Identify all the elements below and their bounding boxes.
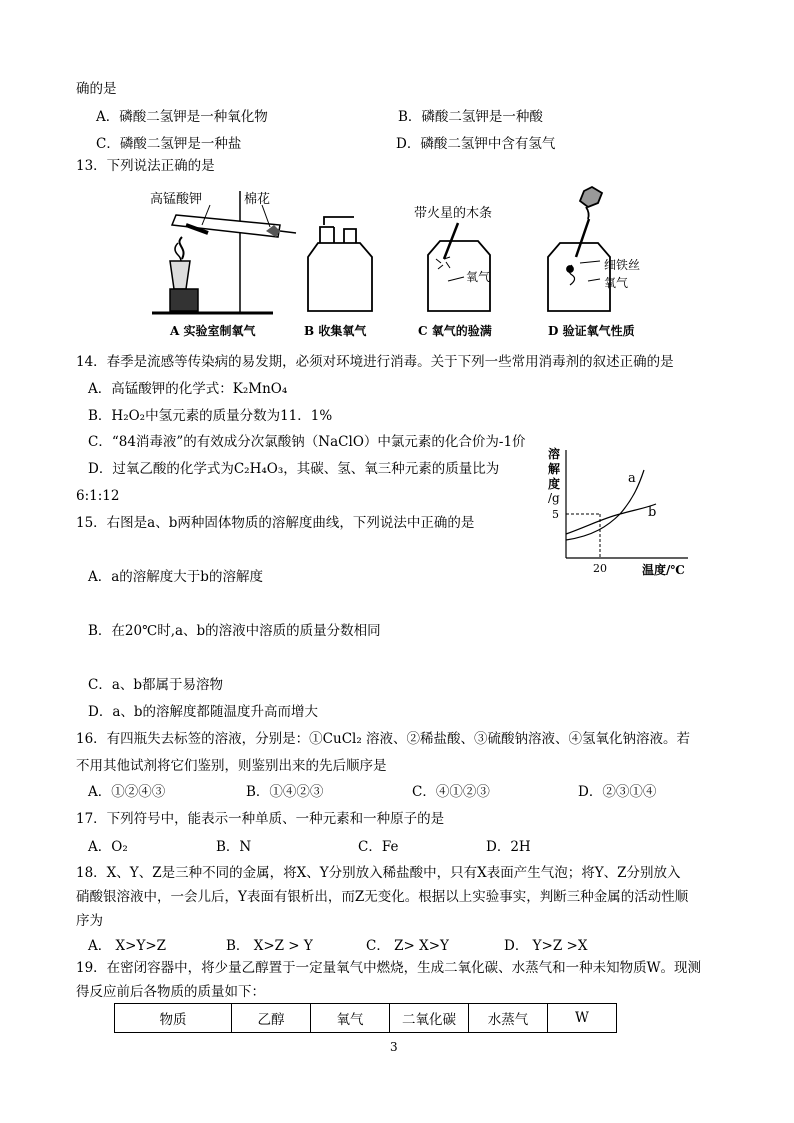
q18-option-c: C． Z> X>Y [366,938,449,954]
ytick-5: 5 [552,508,559,521]
q14-option-c: C．“84消毒液”的有效成分次氯酸钠（NaClO）中氯元素的化合价为-1价 [88,434,526,450]
apparatus-a-drawing [152,191,296,313]
label-kmno4: 高锰酸钾 [150,192,203,207]
q17-option-a: A．O₂ [88,839,128,855]
q17-stem: 17．下列符号中，能表示一种单质、一种元素和一种原子的是 [76,811,445,827]
q17-option-c: C．Fe [358,839,399,855]
label-splint: 带火星的木条 [414,206,493,221]
q14-stem: 14．春季是流感等传染病的易发期，必须对环境进行消毒。关于下列一些常用消毒剂的叙述正确的是 [76,354,674,370]
q14-option-a: A．高锰酸钾的化学式：K₂MnO₄ [88,381,288,397]
caption-a: A 实验室制氧气 [170,324,256,338]
q12-option-c: C．磷酸二氢钾是一种盐 [96,136,242,152]
solubility-graph [548,442,698,580]
table-header-cell: 氧气 [311,1004,390,1033]
table-header-cell: 二氧化碳 [390,1004,469,1033]
q13-stem: 13．下列说法正确的是 [76,158,215,174]
apparatus-c-drawing [428,223,490,311]
q18-line2: 硝酸银溶液中，一会儿后，Y表面有银析出，而Z无变化。根据以上实验事实，判断三种金属的活动性顺 [76,889,689,905]
q18-line3: 序为 [76,913,103,929]
label-cotton: 棉花 [244,192,271,207]
q12-option-a: A．磷酸二氢钾是一种氧化物 [96,109,268,125]
xlabel: 温度/℃ [642,563,685,577]
caption-b: B 收集氧气 [304,324,367,338]
caption-d: D 验证氧气性质 [548,324,635,338]
q18-option-d: D． Y>Z >X [504,938,588,954]
page-number: 3 [390,1040,398,1054]
q19-line2: 得反应前后各物质的质量如下： [76,984,265,1000]
q12-option-b: B．磷酸二氢钾是一种酸 [398,109,543,125]
q12-option-d: D．磷酸二氢钾中含有氢气 [396,136,556,152]
ylabel-3: 度 [548,477,561,491]
ylabel-1: 溶 [548,447,561,461]
curve-a-label: a [628,471,636,486]
q16-option-a: A．①②④③ [88,784,166,800]
label-iron-wire: 细铁丝 [604,258,641,272]
label-o2-d: 氧气 [604,276,629,290]
table-header-row [115,1004,617,1033]
q15-option-d: D．a、b的溶解度都随温度升高而增大 [88,704,319,720]
table-header-cell: W [548,1004,617,1033]
q17-option-b: B．N [216,839,252,855]
ylabel-2: 解 [548,462,561,476]
curve-b-label: b [648,505,657,520]
apparatus-b-drawing [308,217,372,311]
q14-option-d: D．过氧乙酸的化学式为C₂H₄O₃，其碳、氢、氧三种元素的质量比为 [88,461,500,477]
q18-line1: 18．X、Y、Z是三种不同的金属，将X、Y分别放入稀盐酸中，只有X表面产生气泡；将Y、Z分别放入 [76,865,681,881]
table-header-cell: 水蒸气 [469,1004,548,1033]
q14-option-d-cont: 6:1:12 [76,488,120,504]
q19-line1: 19．在密闭容器中，将少量乙醇置于一定量氧气中燃烧，生成二氧化碳、水蒸气和一种未知物质W。现测 [76,960,702,976]
q19-mass-table [114,1003,617,1033]
q15-option-b: B．在20℃时,a、b的溶液中溶质的质量分数相同 [88,623,381,639]
q18-option-b: B． X>Z > Y [226,938,313,954]
q16-line2: 不用其他试剂将它们鉴别，则鉴别出来的先后顺序是 [76,758,387,774]
q14-option-b: B．H₂O₂中氢元素的质量分数为11．1% [88,408,333,424]
q16-line1: 16．有四瓶失去标签的溶液，分别是：①CuCl₂ 溶液、②稀盐酸、③硫酸钠溶液、④氢氧化钠溶液。若 [76,731,691,747]
q18-option-a: A． X>Y>Z [88,938,167,954]
q15-option-c: C．a、b都属于易溶物 [88,677,224,693]
q17-option-d: D．2H [486,839,531,855]
label-o2-c: 氧气 [466,270,491,284]
table-header-cell: 乙醇 [232,1004,311,1033]
apparatus-d-drawing [548,187,610,311]
q13-apparatus-figure [148,185,650,340]
q15-stem: 15．右图是a、b两种固体物质的溶解度曲线，下列说法中正确的是 [76,515,475,531]
q16-option-c: C．④①②③ [412,784,490,800]
q16-option-d: D．②③①④ [578,784,657,800]
caption-c: C 氧气的验满 [418,324,492,338]
ylabel-4: /g [548,491,560,505]
table-header-cell: 物质 [115,1004,232,1033]
q16-option-b: B．①④②③ [246,784,324,800]
q15-option-a: A．a的溶解度大于b的溶解度 [88,569,263,585]
xtick-20: 20 [593,562,607,575]
q12-stem-continuation: 确的是 [76,81,117,97]
